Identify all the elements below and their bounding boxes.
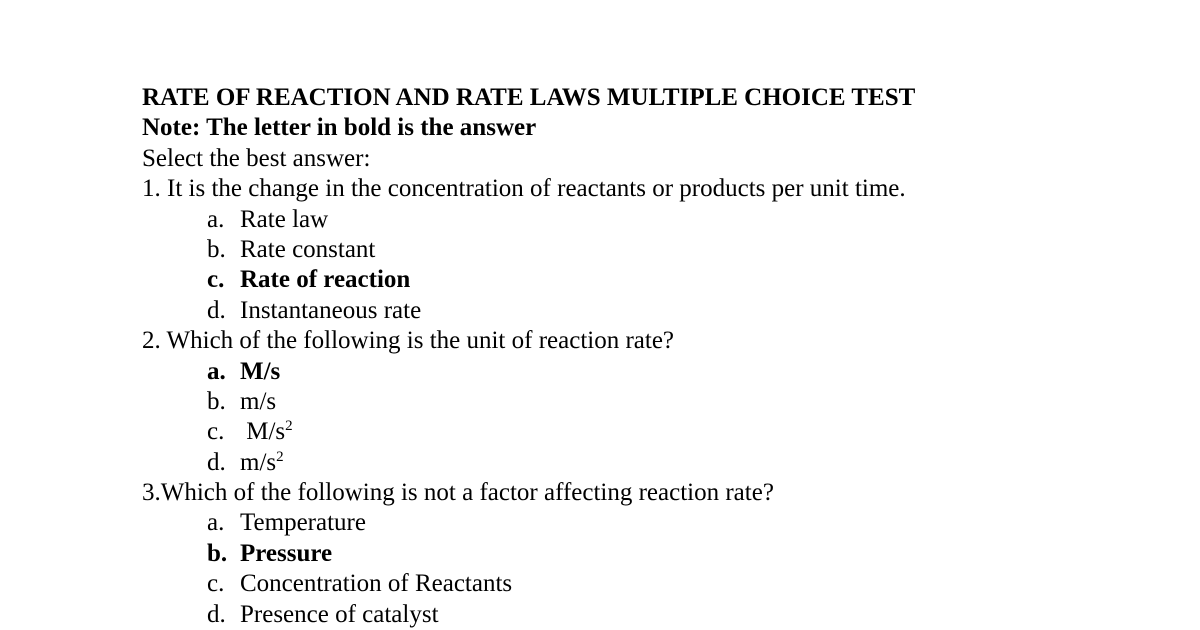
option-text: Temperature [240, 509, 366, 537]
option-label: d. [207, 296, 226, 324]
option-text: M/s [240, 357, 281, 385]
option-label: b. [207, 539, 228, 567]
document-title: RATE OF REACTION AND RATE LAWS MULTIPLE CHOICE TEST [142, 84, 916, 111]
question-text: 3.Which of the following is not a factor affecting reaction rate? [142, 479, 774, 507]
option-label: a. [207, 357, 226, 385]
option-label: c. [207, 570, 225, 598]
option-text: m/s [240, 448, 277, 476]
option-text: Rate of reaction [240, 266, 411, 294]
option-text: Pressure [240, 539, 333, 567]
answer-option [142, 417, 915, 447]
option-label: c. [207, 266, 225, 294]
answer-option [142, 387, 915, 417]
answer-option [142, 235, 915, 265]
answer-note: Note: The letter in bold is the answer [142, 114, 537, 142]
question-text: 1. It is the change in the concentration of reactants or products per unit time. [142, 175, 906, 203]
superscript: 2 [276, 448, 284, 465]
question-list [142, 174, 915, 630]
answer-option [142, 448, 915, 478]
option-label: b. [207, 387, 226, 415]
answer-option [142, 539, 915, 569]
option-text: Concentration of Reactants [240, 570, 513, 598]
option-label: d. [207, 448, 226, 476]
option-label: c. [207, 418, 225, 446]
option-text: Rate constant [240, 235, 376, 263]
superscript: 2 [285, 418, 293, 435]
option-text: Rate law [240, 205, 329, 233]
option-label: a. [207, 509, 225, 537]
option-text: Instantaneous rate [240, 296, 422, 324]
option-text: M/s [240, 418, 286, 446]
answer-option [142, 569, 915, 599]
answer-option [142, 508, 915, 538]
option-text: Presence of catalyst [240, 600, 439, 628]
option-label: b. [207, 235, 226, 263]
answer-option [142, 296, 915, 326]
document-page [142, 83, 915, 630]
option-label: a. [207, 205, 225, 233]
answer-option [142, 357, 915, 387]
option-text: m/s [240, 387, 277, 415]
answer-option [142, 205, 915, 235]
option-label: d. [207, 600, 226, 628]
instruction: Select the best answer: [142, 144, 371, 172]
question-text: 2. Which of the following is the unit of reaction rate? [142, 327, 675, 355]
answer-option [142, 600, 915, 630]
answer-option [142, 265, 915, 295]
